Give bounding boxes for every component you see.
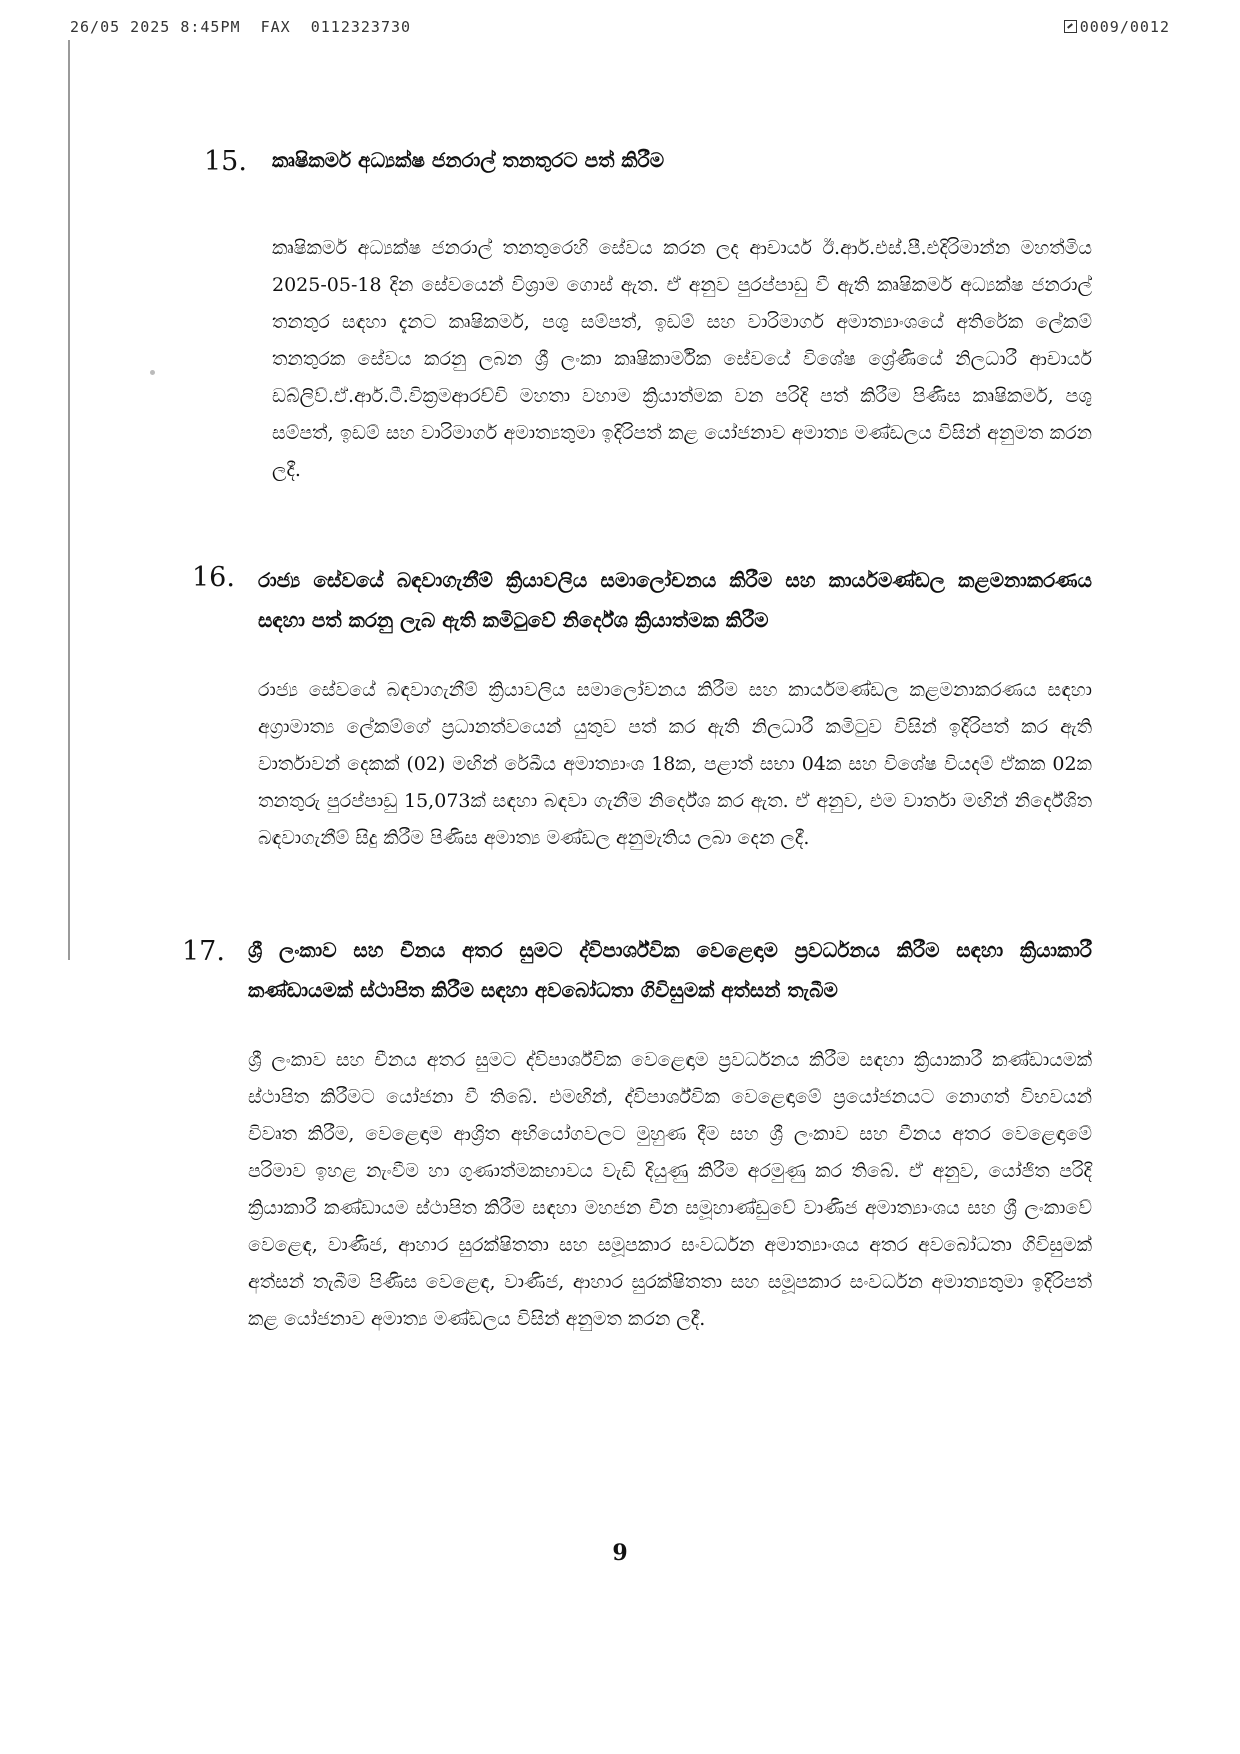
section-16 — [170, 560, 1100, 930]
section-paragraph: රාජ්‍ය සේවයේ බඳවාගැනීම් ක්‍රියාවලිය සමාලෝචනය කිරීම සහ කාර්යමණ්ඩල කළමනාකරණය සඳහා අග්‍රාමාත්‍ය ලේකම්ගේ ප්‍රධානත්වයෙන් යුතුව පත් කර ඇති නිලධාරී කමිටුව විසින් ඉදිරිපත් කර ඇති වාර්තාවන් දෙකක් (02) මඟින් රේඛීය අමාත්‍යාංශ 18ක, පළාත් සභා 04ක සහ විශේෂ වියදම් ඒකක 02ක තනතුරු පුරප්පාඩු 15,073ක් සඳහා බඳවා ගැනීම නිර්දේශ කර ඇත. ඒ අනුව, එම වාර්තා මඟින් නිර්දේශිත බඳවාගැනීම් සිදු කිරීම පිණිස අමාත්‍ය මණ්ඩල අනුමැතිය ලබා දෙන ලදී. — [258, 679, 1092, 849]
section-paragraph: ශ්‍රී ලංකාව සහ චීනය අතර සුමට ද්විපාර්ශ්වික වෙළෙඳාම ප්‍රවර්ධනය කිරීම සඳහා ක්‍රියාකාරී කණ්ඩායමක් ස්ථාපිත කිරීමට යෝජනා වී තිබේ. එමඟින්, ද්විපාර්ශ්වික වෙළෙඳාමේ ප්‍රයෝජනයට නොගත් විභවයන් විවෘත කිරීම, වෙළෙඳාම ආශ්‍රිත අභියෝගවලට මුහුණ දීම සහ ශ්‍රී ලංකාව සහ චීනය අතර වෙළෙඳාමේ පරිමාව ඉහළ නැංවීම හා ගුණාත්මකභාවය වැඩි දියුණු කිරීම අරමුණු කර තිබේ. ඒ අනුව, යෝජිත පරිදි ක්‍රියාකාරී කණ්ඩායම ස්ථාපිත කිරීම සඳහා මහජන චීන සමූහාණ්ඩුවේ වාණිජ අමාත්‍යාංශය සහ ශ්‍රී ලංකාවේ වෙළෙඳ, වාණිජ, ආහාර සුරක්ෂිතතා සහ සමූපකාර සංවර්ධන අමාත්‍යාංශය අතර අවබෝධතා ගිවිසුමක් අත්සන් තැබීම පිණිස වෙළෙඳ, වාණිජ, ආහාර සුරක්ෂිතතා සහ සමූපකාර සංවර්ධන අමාත්‍යතුමා ඉදිරිපත් කළ යෝජනාව අමාත්‍ය මණ්ඩලය විසින් අනුමත කරන ලදී. — [248, 1049, 1092, 1330]
checkbox-icon — [1064, 20, 1077, 33]
section-body — [258, 672, 1092, 857]
scan-margin-line — [68, 40, 70, 960]
page-number: 9 — [612, 1540, 628, 1566]
scan-speck — [150, 370, 155, 375]
fax-header-left: 26/05 2025 8:45PM FAX 0112323730 — [70, 18, 412, 36]
section-number: 15. — [204, 146, 247, 177]
fax-page-counter: 0009/0012 — [1079, 18, 1170, 36]
section-17 — [170, 930, 1100, 1450]
section-title: රාජ්‍ය සේවයේ බඳවාගැනීම් ක්‍රියාවලිය සමාලෝචනය කිරීම සහ කාර්යමණ්ඩල කළමනාකරණය සඳහා පත් කරනු ලැබ ඇති කමිටුවේ නිර්දේශ ක්‍රියාත්මක කිරීම — [258, 568, 1092, 632]
section-body — [248, 1042, 1092, 1338]
section-title: කෘෂිකර්ම අධ්‍යක්ෂ ජනරාල් තනතුරට පත් කිරීම — [272, 148, 665, 172]
fax-header-right — [1064, 18, 1170, 36]
section-number: 16. — [192, 562, 235, 593]
section-paragraph: කෘෂිකර්ම අධ්‍යක්ෂ ජනරාල් තනතුරෙහි සේවය කරන ලද ආචාර්ය ඊ.ආර්.එස්.පී.එදිරිමාන්න මහත්මිය 2025-05-18 දින සේවයෙන් විශ්‍රාම ගොස් ඇත. ඒ අනුව පුරප්පාඩු වී ඇති කෘෂිකර්ම අධ්‍යක්ෂ ජනරාල් තනතුර සඳහා දැනට කෘෂිකර්ම, පශු සම්පත්, ඉඩම් සහ වාරිමාර්ග අමාත්‍යාංශයේ අතිරේක ලේකම් තනතුරක සේවය කරනු ලබන ශ්‍රී ලංකා කෘෂිකාර්මික සේවයේ විශේෂ ශ්‍රේණියේ නිලධාරී ආචාර්ය ඩබ්ලිව්.ඒ.ආර්.ටී.වික්‍රමආරච්චි මහතා වහාම ක්‍රියාත්මක වන පරිදි පත් කිරීම පිණිස කෘෂිකර්ම, පශු සම්පත්, ඉඩම් සහ වාරිමාර්ග අමාත්‍යතුමා ඉදිරිපත් කළ යෝජනාව අමාත්‍ය මණ්ඩලය විසින් අනුමත කරන ලදී. — [272, 237, 1092, 481]
section-number: 17. — [182, 936, 225, 967]
section-body — [272, 230, 1092, 489]
section-15 — [170, 140, 1100, 540]
section-title: ශ්‍රී ලංකාව සහ චීනය අතර සුමට ද්විපාර්ශ්වික වෙළෙඳාම ප්‍රවර්ධනය කිරීම සඳහා ක්‍රියාකාරී කණ්ඩායමක් ස්ථාපිත කිරීම සඳහා අවබෝධතා ගිවිසුමක් අත්සන් තැබීම — [248, 938, 1092, 1002]
fax-header — [70, 18, 1170, 42]
